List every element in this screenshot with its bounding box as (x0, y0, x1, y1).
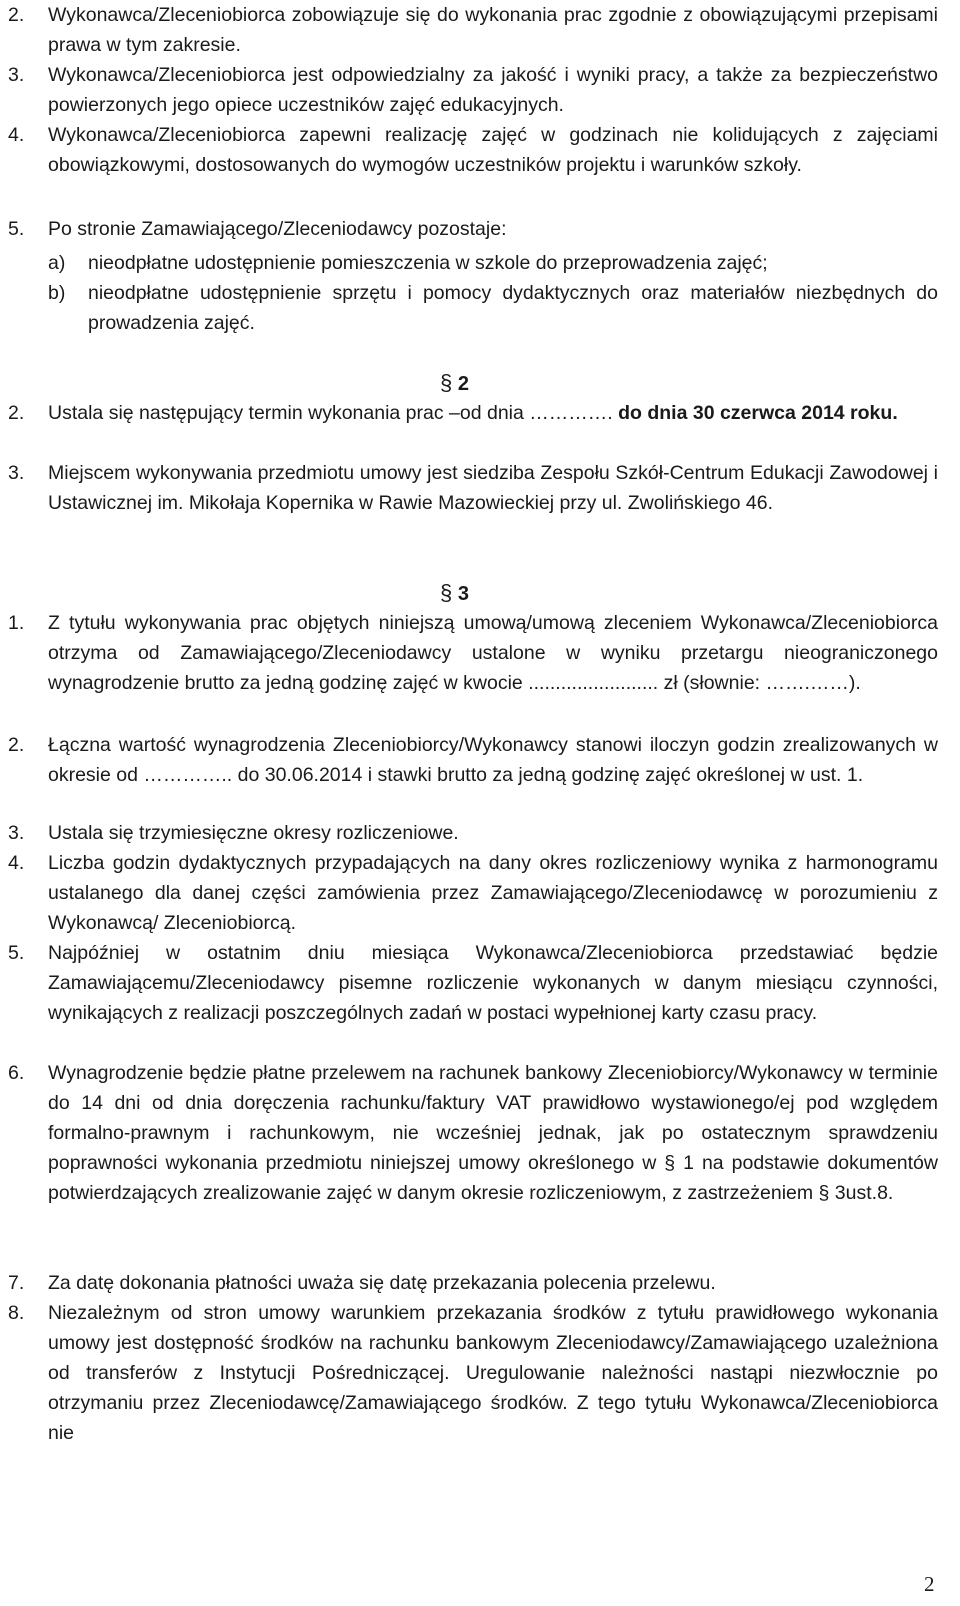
clause-text: Z tytułu wykonywania prac objętych niniejszą umową/umową zleceniem Wykonawca/Zleceniobiorca otrzyma od Zamawiającego/Zleceniodawcy ustalone w wyniku przetargu nieograniczonego wynagrodzenie brutto za jedną godzinę zajęć w kwocie ........................ zł (słownie: …….……). (48, 612, 938, 694)
sub-item-text: nieodpłatne udostępnienie sprzętu i pomocy dydaktycznych oraz materiałów niezbędnych do prowadzenia zajęć. (88, 282, 938, 334)
clause-text: Po stronie Zamawiającego/Zleceniodawcy pozostaje: (48, 218, 507, 240)
clause-number: 5. (8, 218, 25, 240)
clause-text: Niezależnym od stron umowy warunkiem przekazania środków z tytułu prawidłowego wykonania umowy jest dostępność środków na rachunku bankowym Zleceniodawcy/Zamawiającego uzależniona od transferów z Instytucji Pośredniczącej. Uregulowanie należności nastąpi niezwłocznie po otrzymaniu przez Zleceniodawcę/Zamawiającego środków. Z tego tytułu Wykonawca/Zleceniobiorca nie (48, 1302, 938, 1444)
clause-number: 4. (8, 852, 25, 874)
sub-item-label: b) (48, 282, 66, 304)
clause-number: 3. (8, 822, 25, 844)
s3-clause-3 (8, 818, 938, 848)
clause-number: 4. (8, 124, 25, 146)
clause-2 (8, 0, 938, 60)
section-number: 3 (457, 583, 469, 605)
sub-item-a (8, 248, 938, 278)
clause-number: 3. (8, 462, 25, 484)
clause-number: 2. (8, 734, 25, 756)
clause-text: Wykonawca/Zleceniobiorca jest odpowiedzialny za jakość i wyniki pracy, a także za bezpieczeństwo powierzonych jego opiece uczestników zajęć edukacyjnych. (48, 64, 938, 116)
clause-text: Wynagrodzenie będzie płatne przelewem na rachunek bankowy Zleceniobiorcy/Wykonawcy w terminie do 14 dni od dnia doręczenia rachunku/faktury VAT prawidłowo wystawionego/ej pod względem formalno-prawnym i rachunkowym, nie wcześniej jednak, jak po ostatecznym sprawdzeniu poprawności wykonania przedmiotu niniejszej umowy określonego w § 1 na podstawie dokumentów potwierdzających zrealizowanie zajęć w danym okresie rozliczeniowym, z zastrzeżeniem § 3ust.8. (48, 1062, 938, 1204)
clause-number: 2. (8, 402, 25, 424)
clause-number: 7. (8, 1272, 25, 1294)
clause-text: Wykonawca/Zleceniobiorca zapewni realizację zajęć w godzinach nie kolidujących z zajęciami obowiązkowymi, dostosowanych do wymogów uczestników projektu i warunków szkoły. (48, 124, 938, 176)
clause-text: Najpóźniej w ostatnim dniu miesiąca Wykonawca/Zleceniobiorca przedstawiać będzie Zamawiającemu/Zleceniodawcy pisemne rozliczenie wykonanych w danym miesiącu czynności, wynikających z realizacji poszczególnych zadań w postaci wypełnionej karty czasu pracy. (48, 942, 938, 1024)
s3-clause-2 (8, 730, 938, 820)
s3-clause-1 (8, 608, 938, 728)
clause-text: Ustala się trzymiesięczne okresy rozliczeniowe. (48, 822, 459, 844)
section-sign: § (440, 370, 453, 395)
sub-item-b (8, 278, 938, 338)
clause-4 (8, 120, 938, 210)
clause-text (48, 398, 938, 428)
section-heading-2 (440, 368, 520, 399)
s3-clause-8 (8, 1298, 938, 1448)
clause-5 (8, 214, 938, 244)
s3-clause-6 (8, 1058, 938, 1268)
clause-3 (8, 60, 938, 120)
section-sign: § (440, 580, 453, 605)
s3-clause-5 (8, 938, 938, 1058)
s3-clause-4 (8, 848, 938, 938)
clause-text: Łączna wartość wynagrodzenia Zleceniobiorcy/Wykonawcy stanowi iloczyn godzin zrealizowanych w okresie od ………….. do 30.06.2014 i stawki brutto za jedną godzinę zajęć określonej w ust. 1. (48, 734, 938, 786)
s2-clause-3 (8, 458, 938, 548)
page-number: 2 (924, 1572, 935, 1596)
sub-item-text: nieodpłatne udostępnienie pomieszczenia w szkole do przeprowadzenia zajęć; (88, 252, 768, 274)
section-number: 2 (457, 373, 469, 395)
term-deadline: do dnia 30 czerwca 2014 roku. (618, 402, 898, 424)
clause-number: 8. (8, 1302, 25, 1324)
clause-number: 6. (8, 1062, 25, 1084)
clause-text: Wykonawca/Zleceniobiorca zobowiązuje się do wykonania prac zgodnie z obowiązującymi przepisami prawa w tym zakresie. (48, 4, 938, 56)
clause-text: Za datę dokonania płatności uważa się datę przekazania polecenia przelewu. (48, 1272, 716, 1294)
s2-clause-2 (8, 398, 938, 458)
clause-number: 3. (8, 64, 25, 86)
section-heading-3 (440, 578, 520, 609)
clause-number: 5. (8, 942, 25, 964)
sub-item-label: a) (48, 252, 66, 274)
clause-number: 2. (8, 4, 25, 26)
s3-clause-7 (8, 1268, 938, 1298)
clause-text: Miejscem wykonywania przedmiotu umowy jest siedziba Zespołu Szkół-Centrum Edukacji Zawodowej i Ustawicznej im. Mikołaja Kopernika w Rawie Mazowieckiej przy ul. Zwolińskiego 46. (48, 462, 938, 514)
clause-text: Liczba godzin dydaktycznych przypadających na dany okres rozliczeniowy wynika z harmonogramu ustalanego dla danej części zamówienia przez Zamawiającego/Zleceniodawcę w porozumieniu z Wykonawcą/ Zleceniobiorcą. (48, 852, 938, 934)
clause-number: 1. (8, 612, 25, 634)
term-text: Ustala się następujący termin wykonania prac –od dnia …………. (48, 402, 619, 424)
